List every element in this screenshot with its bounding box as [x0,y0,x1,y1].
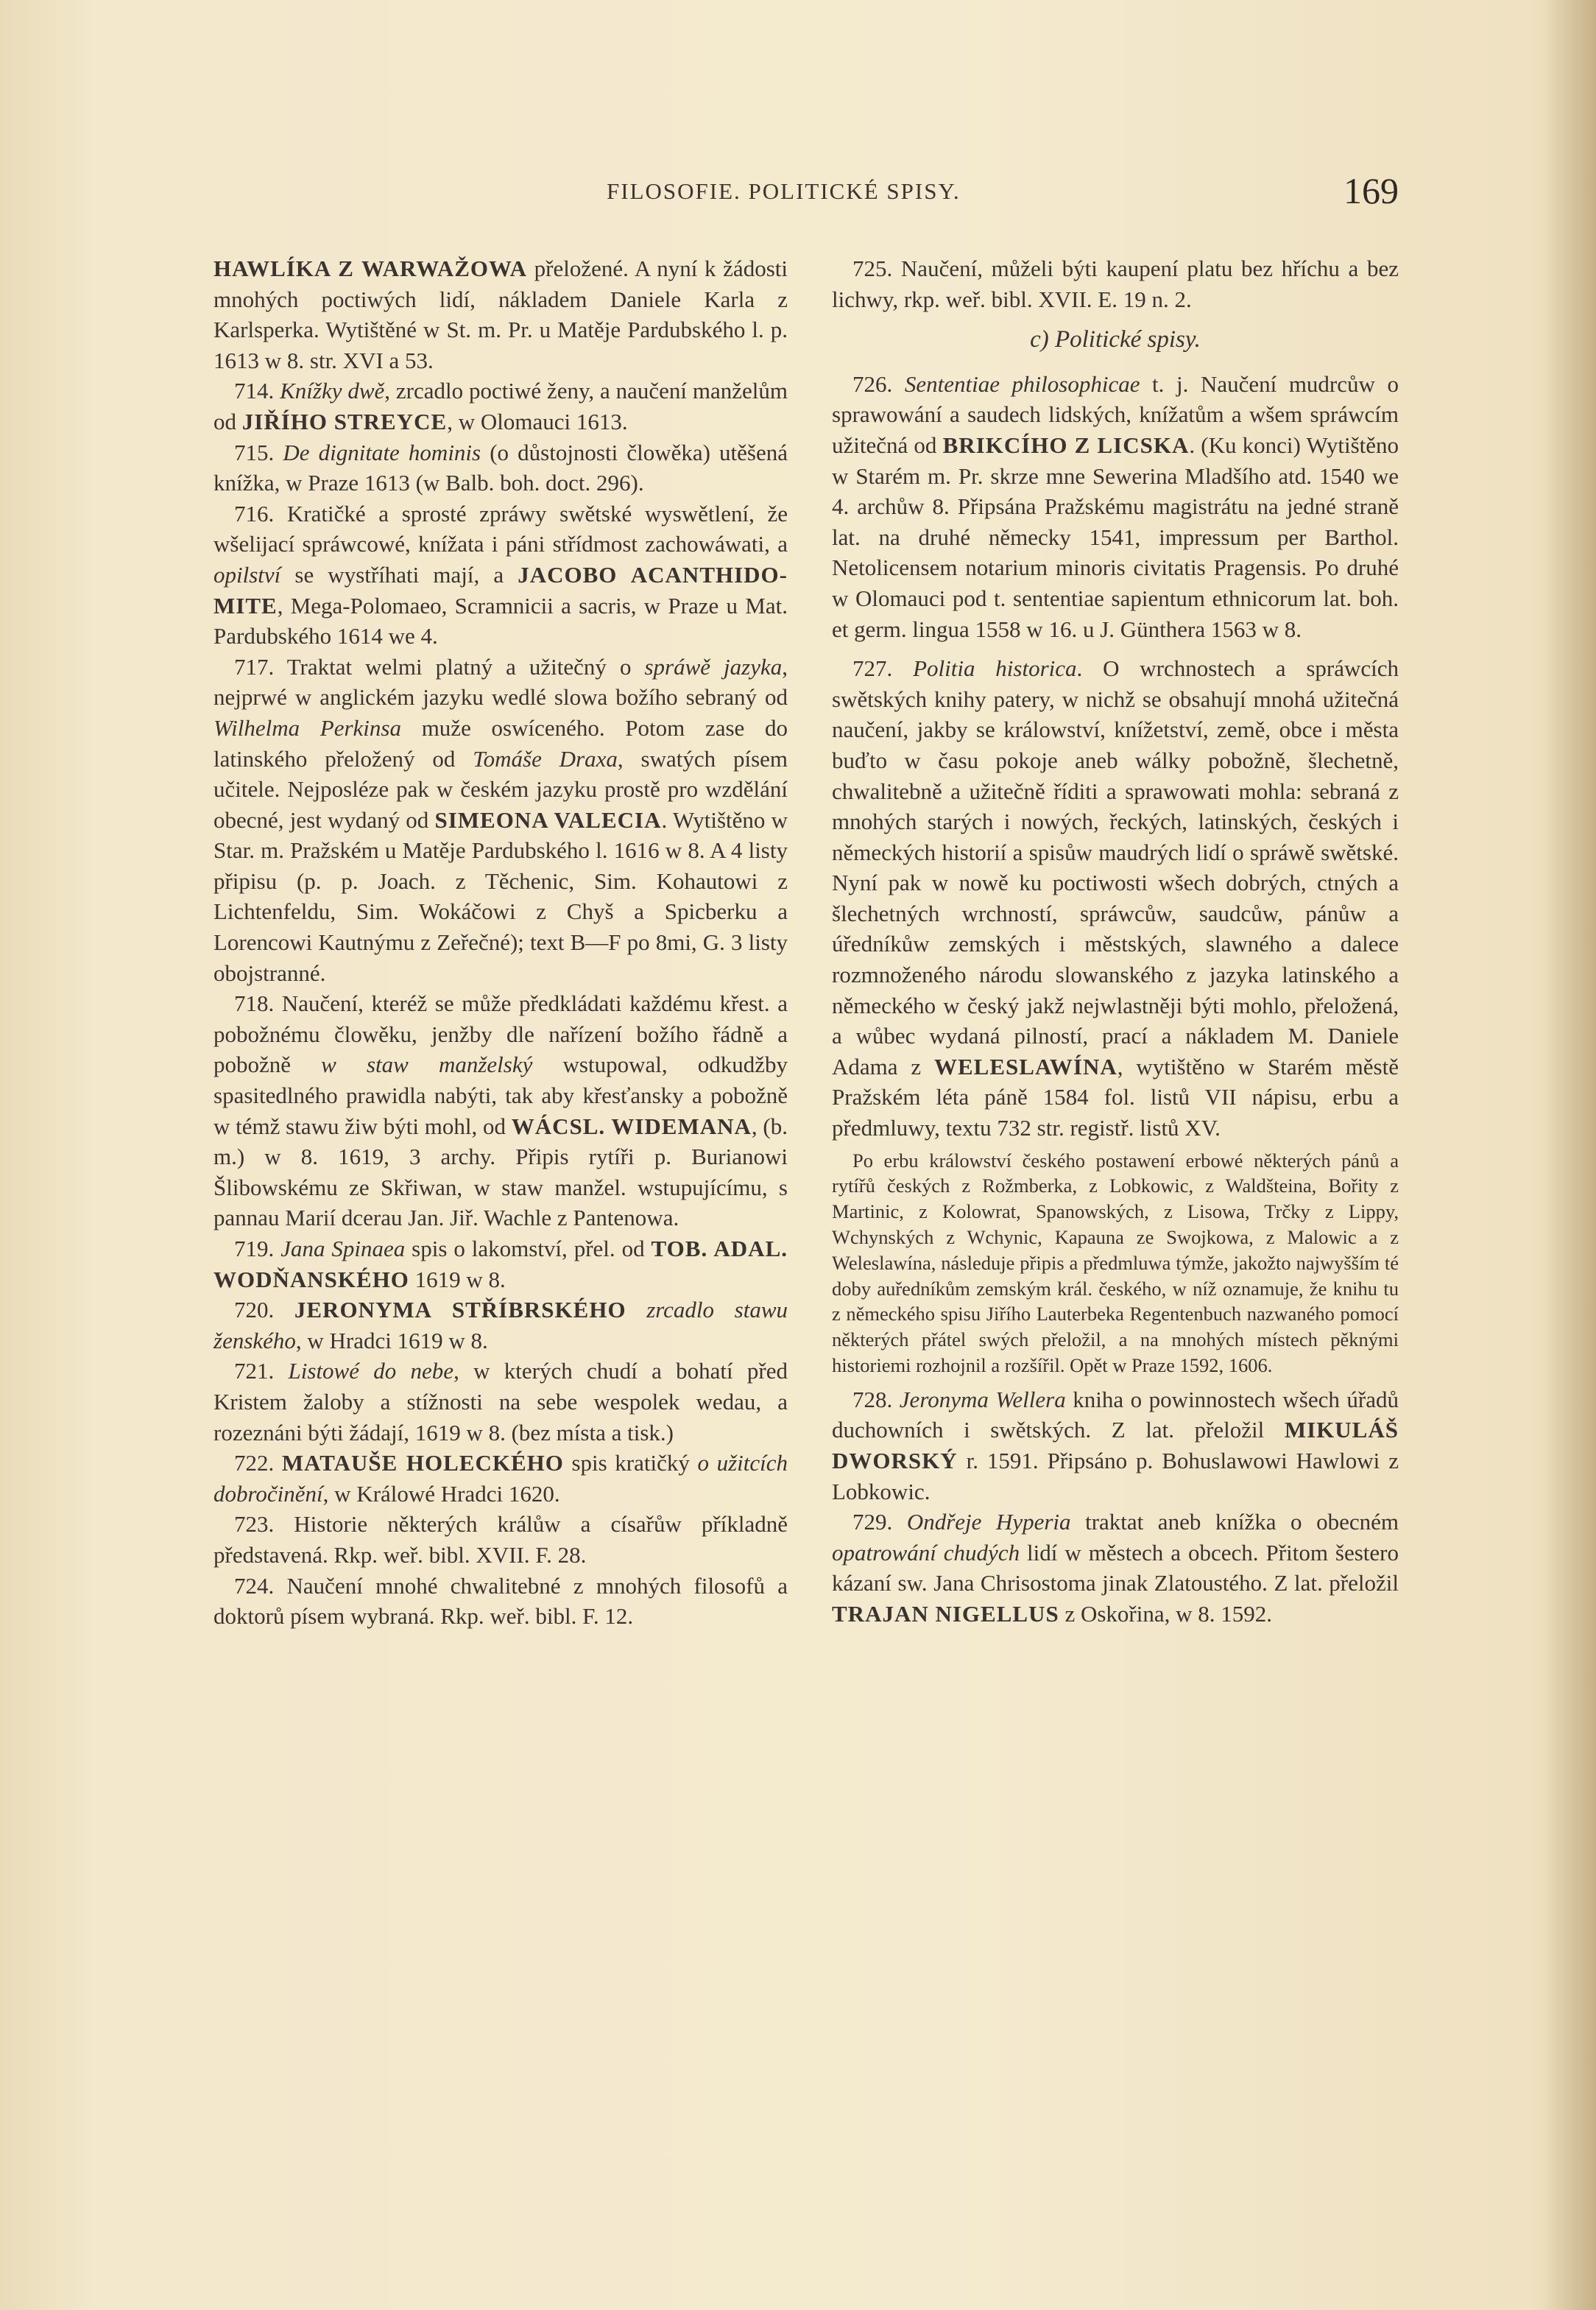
entry-729 [832,1507,1399,1629]
entry-number: 722. [234,1450,275,1476]
page-number: 169 [1343,170,1399,211]
entry-text: z Oskořina, w 8. 1592. [1059,1600,1272,1627]
entry-722 [213,1448,788,1509]
entry-717 [213,652,788,989]
entry-number: 723. [234,1511,275,1538]
author-name: Wilhelma Perkinsa [213,714,401,741]
entry-718 [213,988,788,1233]
right-column [832,253,1399,1630]
entry-title: Knížky dwě [280,378,385,404]
entry-text: Naučení mnohé chwalitebné z mnohých filosofů a doktorů písem wybraná. Rkp. weř. bibl. F. 12. [213,1572,788,1630]
entry-726 [832,369,1399,644]
entry-number: 727. [852,655,893,682]
author-name: WELESLAWÍNA [934,1053,1117,1080]
entry-728 [832,1384,1399,1507]
entry-title: opatrowání chudých [832,1539,1020,1566]
entry-text: t. j. Naučení mudrcůw o sprawowání a saudech lidských, knížatům a wšem spráwcím užitečná od [832,370,1399,458]
author-name: TRAJAN NIGELLUS [832,1600,1059,1627]
entry-text: , (b. m.) w 8. 1619, 3 archy. Připis rytíři p. Burianowi Šlibowskému ze Skřiwan, w staw manžel. wstupujícímu, s pannau Marií dcerau Jan. Jiř. Wachle z Pantenowa. [213,1113,788,1231]
entry-text: . (Ku konci) Wytištěno w Starém m. Pr. skrze mne Sewerina Mladšího atd. 1540 we 4. archůw 8. Připsána Pražskému magistrátu na jedné straně lat. na druhé německy 1541, impressum per Barthol. Netolicensem notarium minoris civitatis Pragensis. Po druhé w Olomauci pod t. sententiae sapientum ethnicorum lat. boh. et germ. lingua 1558 w 16. u J. Günthera 1563 w 8. [832,432,1399,642]
entry-title: Sententiae philosophicae [904,370,1140,397]
author-name: JERONYMA STŘÍBRSKÉHO [294,1297,626,1323]
entry-text: , w Králowé Hradci 1620. [322,1480,560,1507]
entry-724 [213,1571,788,1632]
entry-721 [213,1356,788,1448]
author-name: SIMEONA VALECIA [434,806,662,833]
entry-number: 718. [234,990,275,1017]
entry-725 [832,253,1399,314]
entry-title: Jana Spinaea [280,1236,406,1261]
entry-number: 728. [852,1386,893,1412]
entry-text: kniha o powinnostech wšech úřadů duchowních i swětských. Z lat. přeložil [832,1386,1399,1443]
author-name: WÁCSL. WIDEMANA [511,1113,752,1139]
entry-number: 729. [852,1509,893,1535]
entry-text: Naučení, můželi býti kaupení platu bez hříchu a bez lichwy, rkp. weř. bibl. XVII. E. 19 n. 2. [832,256,1399,312]
entry-text: muže oswíceného. Potom zase do latinského přeložený od [213,714,788,772]
author-name: MATAUŠE HOLECKÉHO [281,1450,564,1476]
entry-text: přeložené. A nyní k žádosti mnohých poctiwých lidí, nákladem Daniele Karla z Karlsperka. Wytištěné w St. m. Pr. u Matěje Pardubského l. p. 1613 w 8. str. XVI a 53. [213,256,788,373]
entry-text: , swatých písem učitele. Nejposléze pak w českém jazyku prostě pro wzdělání obecné, jest wydaný od [213,745,788,833]
entry-text: Kratičké a sprosté zpráwy swětské wyswětlení, že wšelijací spráwcowé, knížata i páni střídmost zachowáwati, a [213,500,788,557]
entry-title: zrcadlo stawu ženského [213,1297,788,1353]
entry-text: spis o lakomství, přel. od [405,1236,652,1261]
section-title: c) Politické spisy. [1030,326,1201,353]
entry-715 [213,437,788,499]
entry-title: w staw manželský [321,1052,533,1078]
author-name: JIŘÍHO STREYCE [241,408,448,434]
entry-number: 724. [234,1572,275,1599]
entry-number: 714. [234,378,275,404]
entry-text: r. 1591. Připsáno p. Bohuslawowi Hawlowi z Lobkowic. [832,1447,1399,1504]
footnote-727: Po erbu králowství českého postawení erbowé některých pánů a rytířů českých z Rožmberka, z Lobkowic, z Waldšteina, Bořity z Martinic, z Kolowrat, Spanowských, z Lisowa, Trčky z Lippy, Wchynských z Wchynic, Kapauna ze Swojkowa, z Malowic a z Weleslawína, následuje připis a předmluwa týmže, jakožto najwyšším té doby auředníkům zemským král. českého, w níž oznamuje, že knihu tu z německého spisu Jiřího Lauterbeka Regentenbuch nazwaného pomocí některých přátel swých přeložil, a na mnohých místech pěknými historiemi rozhojnil a rozšířil. Opět w Praze 1592, 1606. [832,1149,1399,1376]
entry-727 [832,653,1399,1144]
entry-text: Traktat welmi platný a užitečný o [274,653,645,680]
author-name: MIKULÁŠ DWORSKÝ [832,1417,1399,1473]
entry-714 [213,376,788,437]
entry-number: 725. [852,256,893,281]
spacer [832,644,1399,653]
entry-number: 719. [234,1236,275,1261]
author-name: Ondřeje Hyperia [906,1509,1071,1535]
entry-title: Politia historica [913,655,1077,682]
entry-number: 716. [234,500,275,527]
page-edge-shadow [1544,0,1596,2310]
entry-title: spráwě jazyka [644,653,783,680]
entry-title: Listowé do nebe [288,1358,454,1384]
entry-text: , w Olomauci 1613. [447,408,628,434]
author-name: TOB. ADAL. WODŇANSKÉHO [213,1236,788,1292]
entry-text: , Mega-Polomaeo, Scramnicii a sacris, w Praze u Mat. Pardubského 1614 we 4. [213,592,788,649]
author-name: Jeronyma Wellera [899,1386,1066,1412]
entry-text: wstupowal, odkudžby spasitedlného prawidla nabýti, tak aby křesťansky a pobožně w témž stawu žiw býti mohl, od [213,1052,788,1139]
entry-text: , nejprwé w anglickém jazyku wedlé slowa božího sebraný od [213,653,788,711]
entry-text: . O wrchnostech a spráwcích swětských knihy patery, w nichž se obsahují mnohá užitečná naučení, jakby se králowství, knížetství, země, obce i města buďto w času pokoje aneb wálky pobožně, šlechetně, chwalitebně a užitečně říditi a sprawowati mohla: sebraná z mnohých starých i nowých, řeckých, latinských, českých i německých historií a spisůw maudrých lidí o spráwě swětské. Nyní pak w nowě ku poctiwosti wšech dobrých, ctných a šlechetných wrchností, spráwcůw, saudcůw, pánůw a úředníkůw zemských i městských, slawného a dalece rozmnoženého národu slowanského z jazyka latinského a německého w český jakž nejwlastněji býti mohlo, přeložená, a wůbec wydaná pilností, prací a nákladem M. Daniele Adama z [832,655,1399,1080]
entry-number: 717. [234,653,275,680]
entry-title: opilství [213,561,281,588]
entry-716 [213,499,788,652]
entry-text: , wytištěno w Starém městě Pražském léta páně 1584 fol. listů VII nápisu, erbu a předmluwy, textu 732 str. registř. listů XV. [832,1053,1399,1141]
author-name: HAWLÍKA Z WARWAŽOWA [213,256,527,281]
entry-720 [213,1295,788,1356]
entry-text: 1619 w 8. [409,1266,506,1292]
entry-number: 715. [234,439,275,465]
entry-text: , w Hradci 1619 w 8. [295,1327,488,1353]
entry-number: 726. [852,370,893,397]
entry-text: , zrcadlo poctiwé ženy, a naučení manželům od [213,378,788,434]
entry-text: Naučení, kteréž se může předkládati každému křest. a pobožnému člowěku, jenžby dle nařízení božího řádně a pobožně [213,990,788,1078]
entry-title: o užitcích dobročinění [213,1450,788,1507]
entry-number: 720. [234,1297,275,1323]
entry-713-continuation [213,253,788,376]
entry-number: 721. [234,1358,275,1384]
entry-text: traktat aneb knížka o obecném [1070,1509,1399,1535]
left-column [213,253,788,1632]
author-name: Tomáše Draxa [473,745,618,772]
entry-text: (o důstojnosti člowěka) utěšená knížka, w Praze 1613 (w Balb. boh. doct. 296). [213,439,788,496]
entry-text: . Wytištěno w Star. m. Pražském u Matěje Pardubského l. 1616 w 8. A 4 listy připisu (p. p. Joach. z Těchenic, Sim. Kohautowi z Lichtenfeldu, Sim. Wokáčowi z Chyš a Spicberku a Lorencowi Kautnýmu z Zeřečné); text B—F po 8mi, G. 3 listy obojstranné. [213,806,788,986]
entry-723 [213,1509,788,1570]
entry-title: De dignitate hominis [283,439,481,465]
entry-text: se wystříhati mají, a [280,561,518,588]
page-header [213,170,1399,218]
entry-719 [213,1233,788,1295]
entry-text: lidí w městech a obcech. Přitom šestero kázaní sw. Jana Chrisostoma jinak Zlatoustého. Z lat. přeložil [832,1539,1399,1596]
author-name: JACOBO ACANTHIDO-MITE [213,561,788,619]
entry-text: , w kterých chudí a bohatí před Kristem žaloby a stížnosti na sebe wespolek wedau, a rozeznáni býti žádají, 1619 w 8. (bez místa a tisk.) [213,1358,788,1445]
entry-text: spis kratičký [563,1450,698,1476]
author-name: BRIKCÍHO Z LICSKA [942,432,1190,458]
entry-text: Historie některých králůw a císařůw příkladně představená. Rkp. weř. bibl. XVII. F. 28. [213,1511,788,1568]
running-head: FILOSOFIE. POLITICKÉ SPISY. [607,178,961,204]
